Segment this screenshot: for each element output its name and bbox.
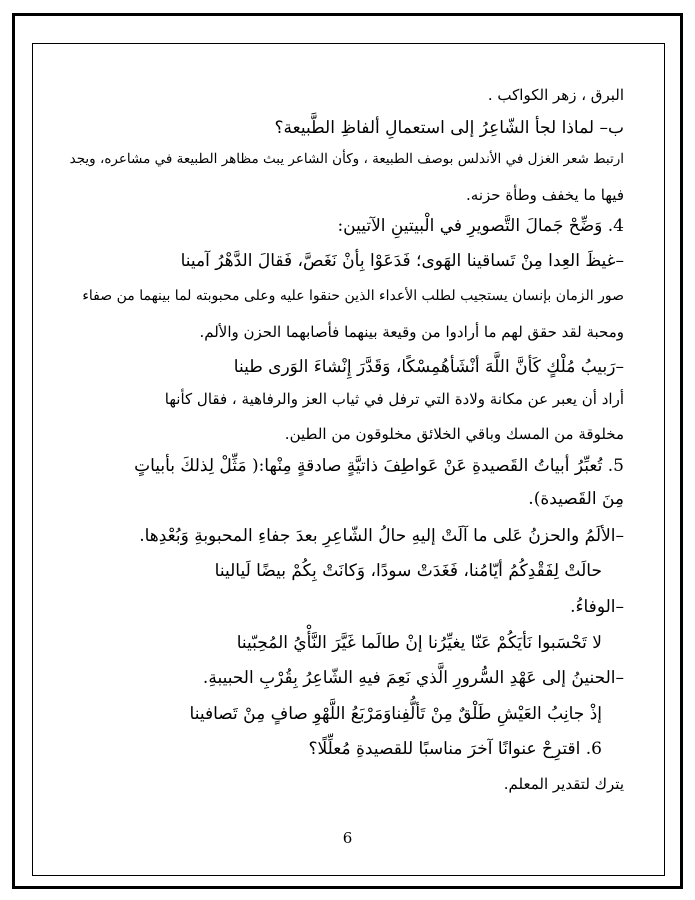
poem-verse: إذْ جانِبُ العَيْشِ طَلْقٌ مِنْ تَألُّفِناوَمَرْبَعُ اللَّهْوِ صافٍ مِنْ تَصافينا <box>189 704 602 724</box>
answer-line: ومحبة لقد حقق لهم ما أرادوا من وقيعة بينهما فأصابهما الحزن والألم. <box>199 323 624 341</box>
question-5-cont: مِنَ القَصيدة). <box>528 489 624 509</box>
page-number: 6 <box>342 829 353 847</box>
emotion-item: –الوفاءُ. <box>570 597 624 617</box>
poem-verse: لا تَحْسَبوا نَأيَكُمْ عَنّا يغيِّرُنا إنْ طالَما غَيَّرَ النَّأْيُ المُحِبّينا <box>236 633 602 653</box>
document-body <box>64 83 624 803</box>
poem-verse: حالَتْ لِفَقْدِكُمُ أيّامُنا، فَغَدَتْ سودًا، وَكانَتْ بِكُمْ بيضًا لَيالينا <box>214 561 602 581</box>
answer-line: صور الزمان بإنسان يستجيب لطلب الأعداء الذين حنقوا عليه وعلى محبوبته لما بينهما من صفاء <box>82 288 624 304</box>
question-5: 5. تُعبِّرُ أبياتُ القَصيدةِ عَنْ عَواطِفَ ذاتيَّةٍ صادقةٍ مِنْها:( مَثِّلْ لِذلكَ بأبياتٍ <box>134 456 624 476</box>
answer-line: أراد أن يعبر عن مكانة ولادة التي ترفل في ثياب العز والرفاهية ، فقال كأنها <box>164 390 624 408</box>
answer-line: مخلوقة من المسك وباقي الخلائق مخلوقون من الطين. <box>284 425 624 443</box>
question-4: 4. وَضِّحْ جَمالَ التَّصويرِ في الْبيتينِ الآتيين: <box>337 216 624 236</box>
emotion-item: –الألَمُ والحزنُ عَلى ما آلَتْ إليهِ حالُ الشّاعِرِ بعدَ جفاءِ المحبوبةِ وَبُعْدِها. <box>139 526 624 546</box>
question-b: ب– لماذا لجأ الشّاعِرُ إلى استعمالِ ألفاظِ الطَّبيعة؟ <box>274 118 624 138</box>
emotion-item: –الحنينُ إلى عَهْدِ السُّرورِ الَّذي نَعِمَ فيهِ الشّاعِرُ بِقُرْبِ الحبيبةِ. <box>202 668 624 688</box>
poem-verse: –رَبيبُ مُلْكٍ كَأنَّ اللَّهَ أنْشَأهُمِسْكًا، وَقَدَّرَ إِنْشاءَ الوَرى طينا <box>233 357 624 377</box>
poem-verse: –غيظَ العِدا مِنْ تَساقينا الهَوى؛ فَدَعَوْا بِأنْ نَغَصَّ، فَقالَ الدَّهْرُ آمينا <box>180 251 624 271</box>
text-line: البرق ، زهر الكواكب . <box>487 86 624 104</box>
answer-line: فيها ما يخفف وطأة حزنه. <box>466 186 624 204</box>
answer-line: يترك لتقدير المعلم. <box>503 775 624 793</box>
answer-line: ارتبط شعر الغزل في الأندلس بوصف الطبيعة ، وكأن الشاعر يبث مظاهر الطبيعة في مشاعره، ويجد <box>69 151 624 167</box>
question-6: 6. اقترِحْ عنوانًا آخرَ مناسبًا للقصيدةِ مُعلِّلًا؟ <box>308 739 602 759</box>
